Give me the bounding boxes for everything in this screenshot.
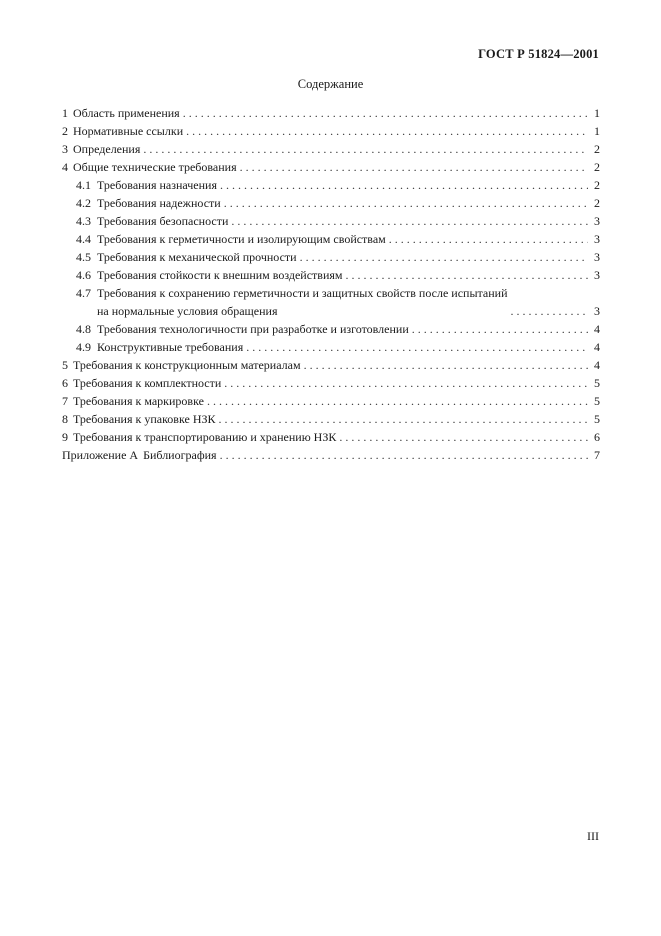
toc-entry-number: 6 — [62, 376, 68, 390]
toc-leader-dots — [389, 230, 588, 248]
toc-entry-text: Требования к транспортированию и хранению НЗК — [73, 430, 337, 444]
toc-leader-dots — [220, 446, 588, 464]
toc-entry-page: 7 — [594, 448, 600, 462]
toc-entry-text: Требования к маркировке — [73, 394, 204, 408]
toc-entry-number: 4.7 — [76, 286, 91, 300]
toc-entry-text: Требования стойкости к внешним воздействиям — [97, 268, 343, 282]
toc-entry-page: 3 — [594, 232, 600, 246]
toc-leader-dots — [207, 392, 588, 410]
toc-entry-page: 2 — [594, 142, 600, 156]
toc-entry-8 — [62, 410, 600, 428]
toc-entry-9 — [62, 428, 600, 446]
toc-entry-4-6 — [62, 266, 600, 284]
toc-leader-dots — [246, 338, 588, 356]
document-id: ГОСТ Р 51824—2001 — [478, 47, 599, 61]
toc-entry-text: Конструктивные требования — [97, 340, 244, 354]
toc-entry-number: 3 — [62, 142, 68, 156]
toc-entry-4-5 — [62, 248, 600, 266]
table-of-contents — [62, 104, 600, 464]
toc-leader-dots — [346, 266, 588, 284]
toc-entry-page: 4 — [594, 340, 600, 354]
toc-entry-number: 4.2 — [76, 196, 91, 210]
toc-entry-number: Приложение А — [62, 448, 139, 462]
toc-entry-text: Область применения — [73, 106, 180, 120]
toc-entry-4 — [62, 158, 600, 176]
toc-leader-dots — [186, 122, 588, 140]
toc-leader-dots — [219, 410, 588, 428]
toc-entry-page: 6 — [594, 430, 600, 444]
toc-entry-page: 1 — [594, 106, 600, 120]
toc-entry-text: Общие технические требования — [73, 160, 237, 174]
page-title: Содержание — [297, 77, 364, 91]
toc-entry-text: Нормативные ссылки — [73, 124, 184, 138]
toc-entry-number: 4.9 — [76, 340, 91, 354]
toc-entry-text: Требования к конструкционным материалам — [73, 358, 301, 372]
toc-entry-appendix-a — [62, 446, 600, 464]
toc-leader-dots — [143, 140, 588, 158]
toc-entry-number: 4.1 — [76, 178, 91, 192]
toc-entry-4-8 — [62, 320, 600, 338]
toc-leader-dots — [304, 356, 588, 374]
toc-entry-number: 7 — [62, 394, 68, 408]
toc-entry-page: 3 — [594, 304, 600, 318]
toc-entry-4-1 — [62, 176, 600, 194]
toc-leader-dots — [412, 320, 588, 338]
toc-entry-page: 2 — [594, 196, 600, 210]
toc-entry-number: 4.5 — [76, 250, 91, 264]
toc-entry-6 — [62, 374, 600, 392]
toc-entry-text: Требования технологичности при разработке и изготовлении — [97, 322, 409, 336]
toc-leader-dots — [220, 176, 588, 194]
toc-leader-dots — [300, 248, 588, 266]
toc-leader-dots — [339, 428, 588, 446]
toc-entry-text: Требования безопасности — [97, 214, 229, 228]
toc-entry-number: 4.3 — [76, 214, 91, 228]
toc-entry-7 — [62, 392, 600, 410]
toc-entry-number: 1 — [62, 106, 68, 120]
toc-entry-4-4 — [62, 230, 600, 248]
toc-entry-text: Требования к комплектности — [73, 376, 222, 390]
toc-entry-number: 4 — [62, 160, 68, 174]
toc-entry-number: 4.4 — [76, 232, 91, 246]
toc-leader-dots — [183, 104, 588, 122]
toc-entry-number: 4.8 — [76, 322, 91, 336]
toc-entry-text: Определения — [73, 142, 141, 156]
page-number: III — [587, 829, 599, 843]
toc-entry-number: 5 — [62, 358, 68, 372]
toc-entry-4-7 — [62, 284, 600, 320]
toc-entry-3 — [62, 140, 600, 158]
toc-entry-page: 5 — [594, 412, 600, 426]
toc-entry-text: Требования к упаковке НЗК — [73, 412, 216, 426]
toc-entry-page: 2 — [594, 178, 600, 192]
toc-entry-page: 5 — [594, 394, 600, 408]
toc-entry-page: 4 — [594, 358, 600, 372]
toc-entry-text: Библиография — [143, 448, 217, 462]
toc-entry-page: 1 — [594, 124, 600, 138]
toc-entry-text: Требования к механической прочности — [97, 250, 297, 264]
toc-leader-dots — [231, 212, 588, 230]
toc-entry-number: 9 — [62, 430, 68, 444]
toc-entry-page: 3 — [594, 250, 600, 264]
toc-entry-text: Требования надежности — [97, 196, 221, 210]
toc-entry-page: 3 — [594, 214, 600, 228]
toc-entry-5 — [62, 356, 600, 374]
toc-leader-dots — [224, 194, 588, 212]
toc-entry-1 — [62, 104, 600, 122]
toc-entry-number: 4.6 — [76, 268, 91, 282]
toc-entry-4-3 — [62, 212, 600, 230]
toc-leader-dots — [511, 302, 588, 320]
toc-entry-page: 5 — [594, 376, 600, 390]
toc-entry-4-9 — [62, 338, 600, 356]
toc-entry-text: Требования назначения — [97, 178, 217, 192]
toc-entry-page: 4 — [594, 322, 600, 336]
toc-entry-page: 2 — [594, 160, 600, 174]
toc-entry-text: Требования к сохранению герметичности и защитных свойств после испытаний — [97, 286, 508, 300]
toc-entry-4-2 — [62, 194, 600, 212]
toc-entry-page: 3 — [594, 268, 600, 282]
toc-entry-2 — [62, 122, 600, 140]
toc-entry-number: 8 — [62, 412, 68, 426]
toc-entry-text-continued: на нормальные условия обращения — [97, 304, 278, 318]
toc-entry-text: Требования к герметичности и изолирующим свойствам — [97, 232, 386, 246]
toc-leader-dots — [240, 158, 588, 176]
toc-entry-number: 2 — [62, 124, 68, 138]
toc-leader-dots — [224, 374, 588, 392]
